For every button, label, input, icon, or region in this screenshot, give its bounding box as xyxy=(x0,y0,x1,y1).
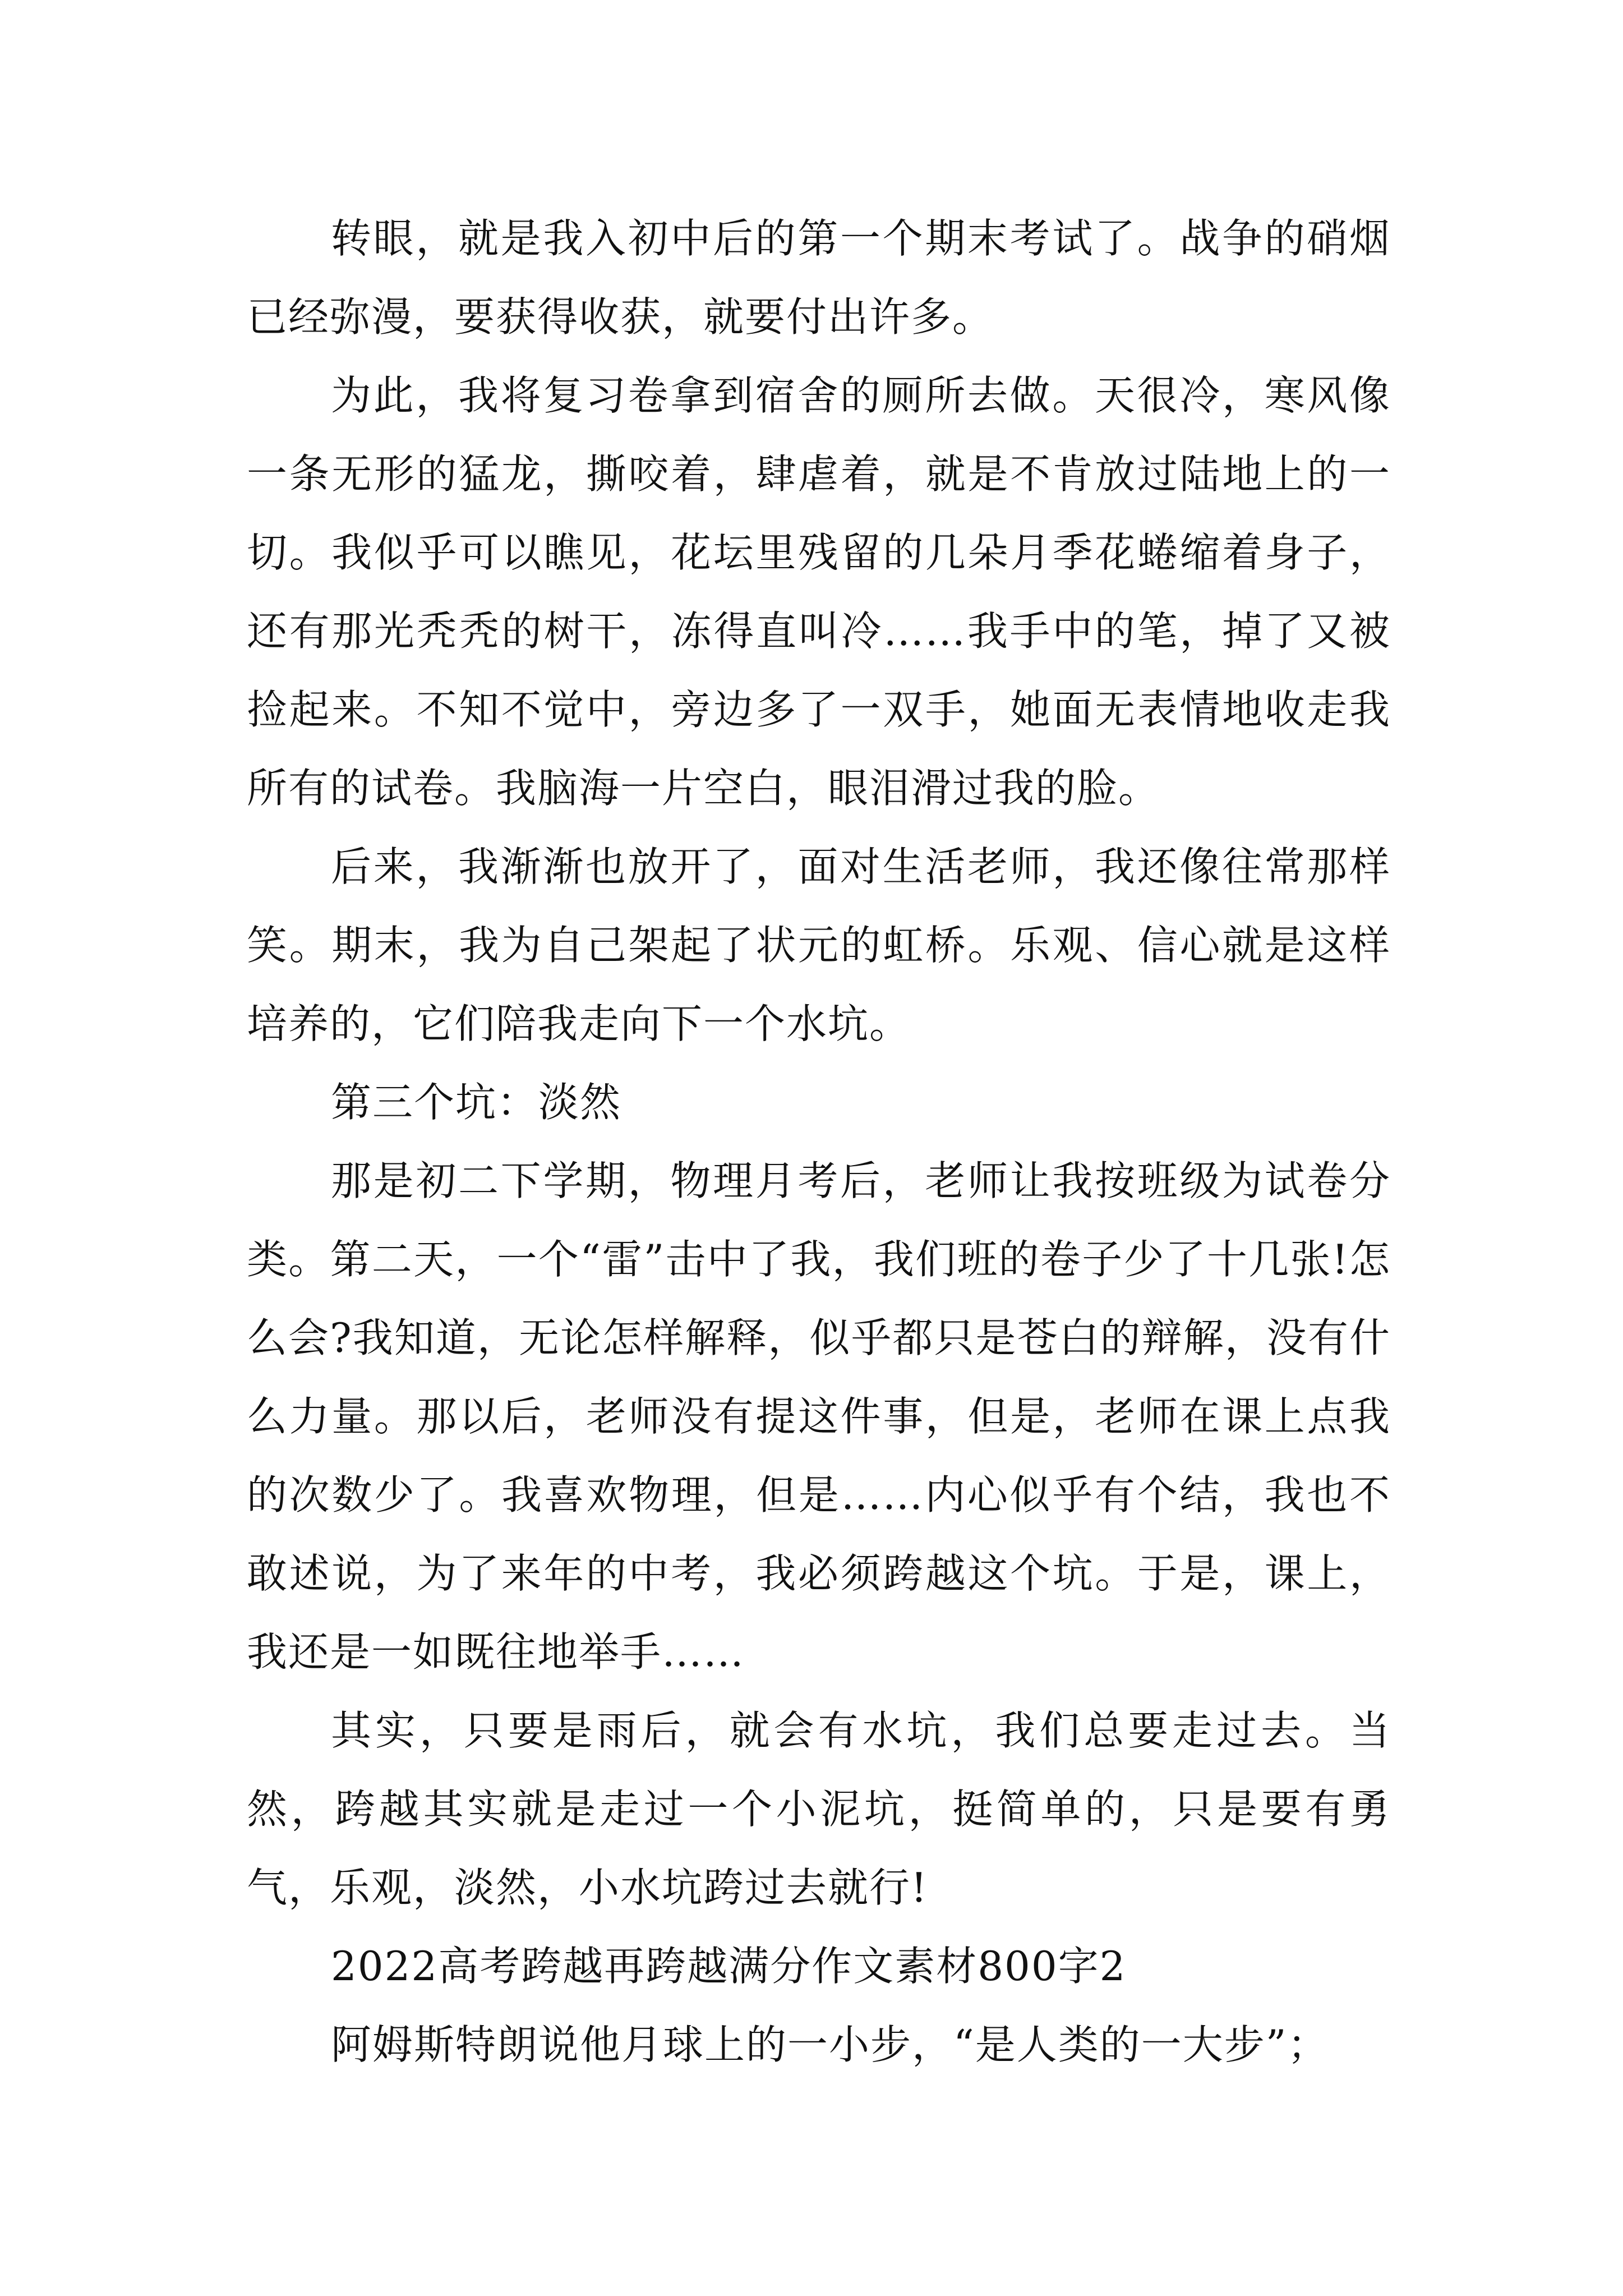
essay-title-2: 2022高考跨越再跨越满分作文素材800字2 xyxy=(331,1943,1127,1990)
paragraph-dormitory: 为此，我将复习卷拿到宿舍的厕所去做。天很冷，寒风像一条无形的猛龙，撕咬着，肆虐着，就是不肯放过陆地上的一切。我似乎可以瞧见，花坛里残留的几朵月季花蜷缩着身子，还有那光秃秃的树干，冻得直叫冷……我手中的笔，掉了又被捡起来。不知不觉中，旁边多了一双手，她面无表情地收走我所有的试卷。我脑海一片空白，眼泪滑过我的脸。 xyxy=(247,372,1391,812)
section-heading-third-pit: 第三个坑：淡然 xyxy=(331,1079,622,1126)
document-body xyxy=(247,199,1391,2084)
paragraph-exam: 转眼，就是我入初中后的第一个期末考试了。战争的硝烟已经弥漫，要获得收获，就要付出许多。 xyxy=(247,215,1391,341)
paragraph-optimism: 后来，我渐渐也放开了，面对生活老师，我还像往常那样笑。期末，我为自己架起了状元的虹桥。乐观、信心就是这样培养的，它们陪我走向下一个水坑。 xyxy=(247,843,1391,1047)
paragraph-conclusion: 其实，只要是雨后，就会有水坑，我们总要走过去。当然，跨越其实就是走过一个小泥坑，挺简单的，只是要有勇气，乐观，淡然，小水坑跨过去就行! xyxy=(247,1707,1391,1911)
paragraph-physics: 那是初二下学期，物理月考后，老师让我按班级为试卷分类。第二天，一个“雷”击中了我，我们班的卷子少了十几张!怎么会?我知道，无论怎样解释，似乎都只是苍白的辩解，没有什么力量。那以后，老师没有提这件事，但是，老师在课上点我的次数少了。我喜欢物理，但是……内心似乎有个结，我也不敢述说，为了来年的中考，我必须跨越这个坑。于是，课上，我还是一如既往地举手…… xyxy=(247,1157,1391,1676)
paragraph-armstrong: 阿姆斯特朗说他月球上的一小步，“是人类的一大步”； xyxy=(331,2021,1329,2068)
